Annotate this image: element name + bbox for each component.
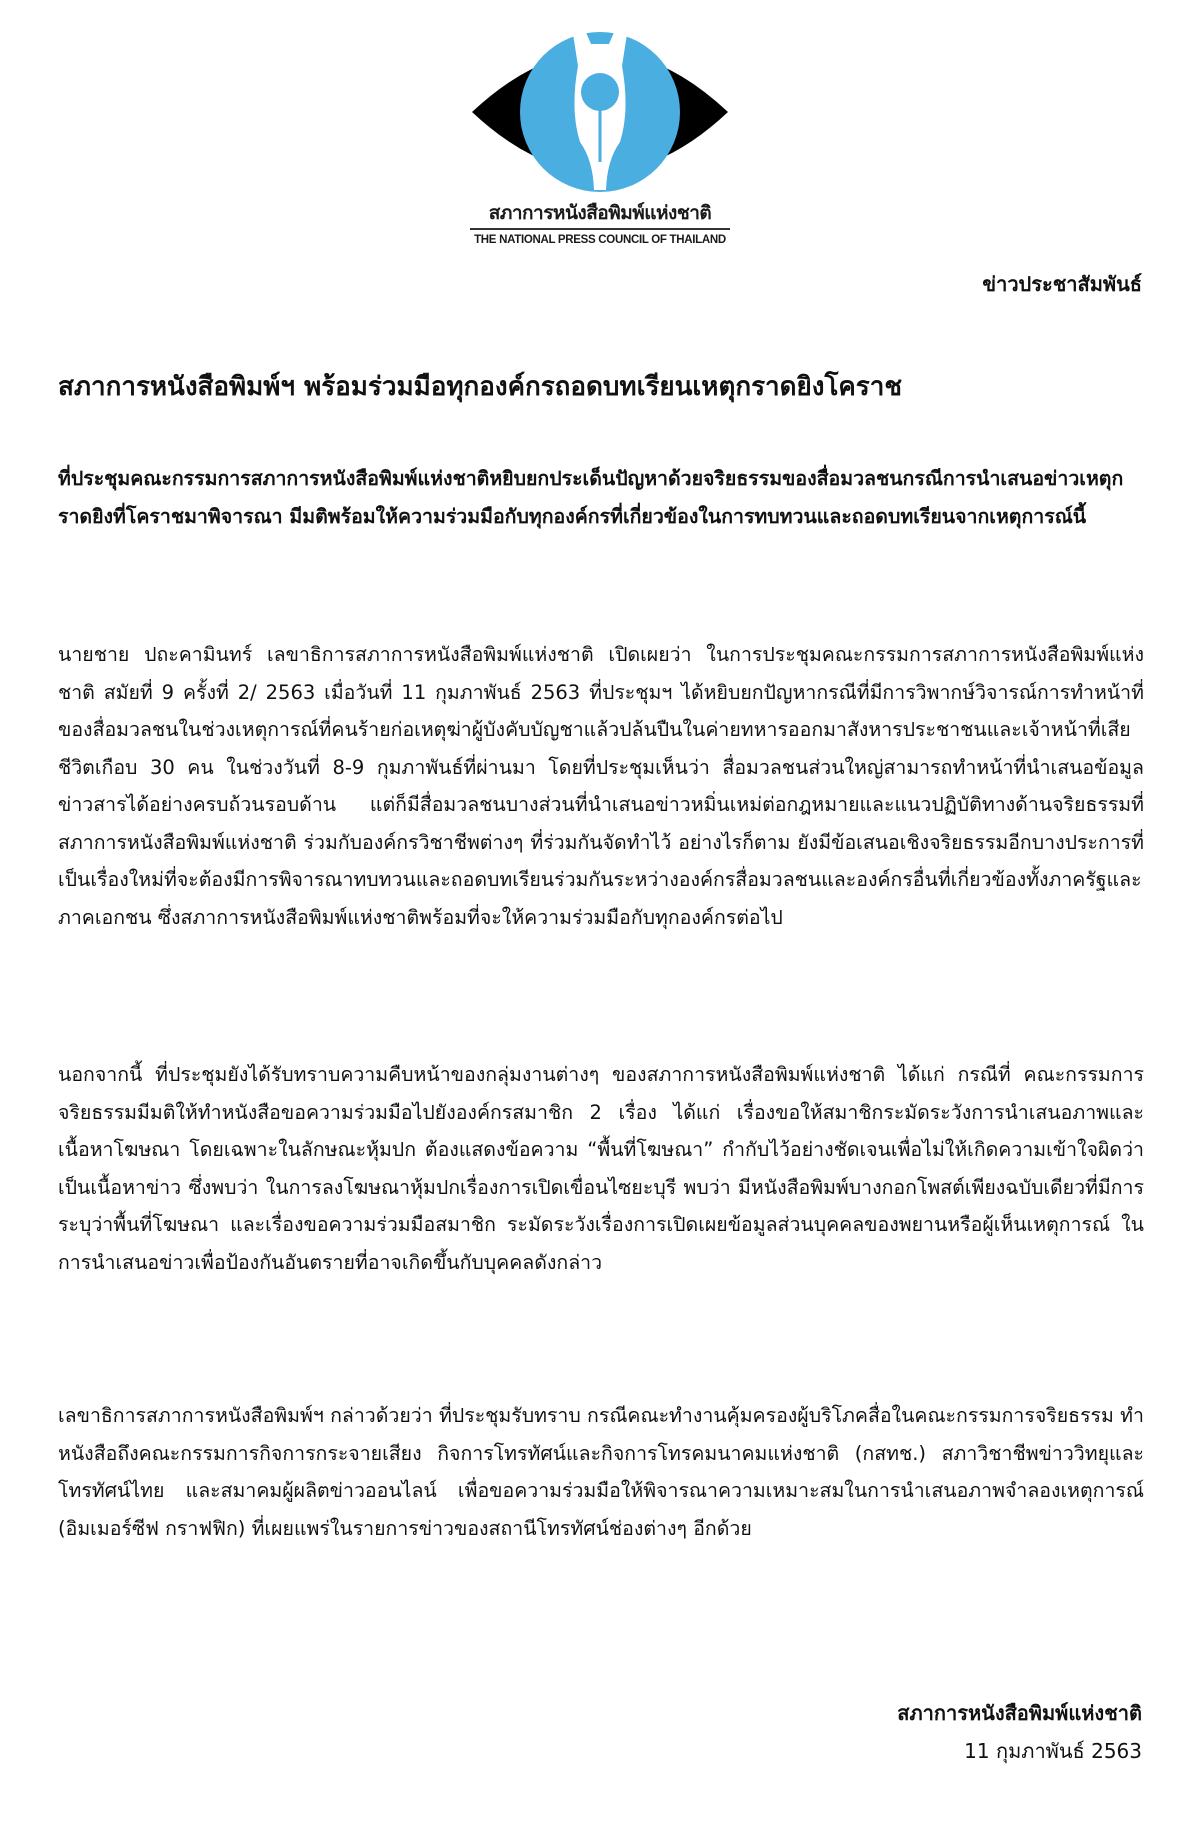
headline: สภาการหนังสือพิมพ์ฯ พร้อมร่วมมือทุกองค์กรถอดบทเรียนเหตุกราดยิงโคราช [58,372,903,402]
body-paragraph-1: นายชาย ปถะคามินทร์ เลขาธิการสภาการหนังสือพิมพ์แห่งชาติ เปิดเผยว่า ในการประชุมคณะกรรมการสภาการหนังสือพิมพ์แห่งชาติ สมัยที่ 9 ครั้งที่ 2/ 2563 เมื่อวันที่ 11 กุมภาพันธ์ 2563 ที่ประชุมฯ ได้หยิบยกปัญหากรณีที่มีการวิพากษ์วิจารณ์การทำหน้าที่ของสื่อมวลชนในช่วงเหตุการณ์ที่คนร้ายก่อเหตุฆ่าผู้บังคับบัญชาแล้วปล้นปืนในค่ายทหารออกมาสังหารประชาชนและเจ้าหน้าที่เสียชีวิตเกือบ 30 คน ในช่วงวันที่ 8-9 กุมภาพันธ์ที่ผ่านมา โดยที่ประชุมเห็นว่า สื่อมวลชนส่วนใหญ่สามารถทำหน้าที่นำเสนอข้อมูลข่าวสารได้อย่างครบถ้วนรอบด้าน แต่ก็มีสื่อมวลชนบางส่วนที่นำเสนอข่าวหมิ่นเหม่ต่อกฎหมายและแนวปฏิบัติทางด้านจริยธรรมที่สภาการหนังสือพิมพ์แห่งชาติ ร่วมกับองค์กรวิชาชีพต่างๆ ที่ร่วมกันจัดทำไว้ อย่างไรก็ตาม ยังมีข้อเสนอเชิงจริยธรรมอีกบางประการที่เป็นเรื่องใหม่ที่จะต้องมีการพิจารณาทบทวนและถอดบทเรียนร่วมกันระหว่างองค์กรสื่อมวลชนและองค์กรอื่นที่เกี่ยวข้องทั้งภาครัฐและภาคเอกชน ซึ่งสภาการหนังสือพิมพ์แห่งชาติพร้อมที่จะให้ความร่วมมือกับทุกองค์กรต่อไป [58,643,1144,929]
press-release-label: ข่าวประชาสัมพันธ์ [982,272,1142,296]
press-council-logo [470,30,730,255]
signature-block [897,1694,1142,1770]
logo-name-english: THE NATIONAL PRESS COUNCIL OF THAILAND [474,234,726,246]
body-paragraph-2: นอกจากนี้ ที่ประชุมยังได้รับทราบความคืบหน้าของกลุ่มงานต่างๆ ของสภาการหนังสือพิมพ์แห่งชาติ ได้แก่ กรณีที่ คณะกรรมการจริยธรรมมีมติให้ทำหนังสือขอความร่วมมือไปยังองค์กรสมาชิก 2 เรื่อง ได้แก่ เรื่องขอให้สมาชิกระมัดระวังการนำเสนอภาพและเนื้อหาโฆษณา โดยเฉพาะในลักษณะหุ้มปก ต้องแสดงข้อความ “พื้นที่โฆษณา” กำกับไว้อย่างชัดเจนเพื่อไม่ให้เกิดความเข้าใจผิดว่าเป็นเนื้อหาข่าว ซึ่งพบว่า ในการลงโฆษณาหุ้มปกเรื่องการเปิดเขื่อนไซยะบุรี พบว่า มีหนังสือพิมพ์บางกอกโพสต์เพียงฉบับเดียวที่มีการระบุว่าพื้นที่โฆษณา และเรื่องขอความร่วมมือสมาชิก ระมัดระวังเรื่องการเปิดเผยข้อมูลส่วนบุคคลของพยานหรือผู้เห็นเหตุการณ์ ในการนำเสนอข่าวเพื่อป้องกันอันตรายที่อาจเกิดขึ้นกับบุคคลดังกล่าว [58,1063,1144,1274]
signature-organization: สภาการหนังสือพิมพ์แห่งชาติ [897,1701,1142,1725]
eye-pen-nib-logo-icon [470,30,730,195]
logo-name-thai: สภาการหนังสือพิมพ์แห่งชาติ [488,202,712,224]
signature-date: 11 กุมภาพันธ์ 2563 [964,1739,1142,1763]
body-paragraph-3: เลขาธิการสภาการหนังสือพิมพ์ฯ กล่าวด้วยว่า ที่ประชุมรับทราบ กรณีคณะทำงานคุ้มครองผู้บริโภคสื่อในคณะกรรมการจริยธรรม ทำหนังสือถึงคณะกรรมการกิจการกระจายเสียง กิจการโทรทัศน์และกิจการโทรคมนาคมแห่งชาติ (กสทช.) สภาวิชาชีพข่าววิทยุและโทรทัศน์ไทย และสมาคมผู้ผลิตข่าวออนไลน์ เพื่อขอความร่วมมือให้พิจารณาความเหมาะสมในการนำเสนอภาพจำลองเหตุการณ์ (อิมเมอร์ซีฟ กราฟฟิก) ที่เผยแพร่ในรายการข่าวของสถานีโทรทัศน์ช่องต่างๆ อีกด้วย [58,1404,1144,1540]
logo-divider [470,228,730,230]
lead-paragraph: ที่ประชุมคณะกรรมการสภาการหนังสือพิมพ์แห่งชาติหยิบยกประเด็นปัญหาด้วยจริยธรรมของสื่อมวลชนกรณีการนำเสนอข่าวเหตุกราดยิงที่โคราชมาพิจารณา มีมติพร้อมให้ความร่วมมือกับทุกองค์กรที่เกี่ยวข้องในการทบทวนและถอดบทเรียนจากเหตุการณ์นี้ [58,467,1124,528]
